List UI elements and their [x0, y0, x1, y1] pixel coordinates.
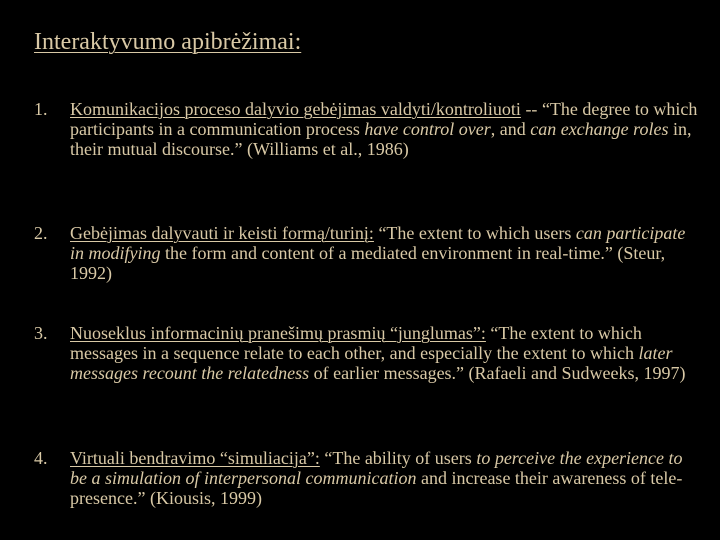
item-number: 2. — [34, 223, 48, 243]
item-emphasis: to perceive the experience to be a simulation of interpersonal communication — [70, 448, 683, 488]
item-number: 1. — [34, 99, 48, 119]
item-emphasis: can exchange roles — [530, 119, 669, 139]
item-text-part: the form and content of a mediated environment in real-time.” (Steur, 1992) — [70, 243, 666, 283]
item-number: 4. — [34, 448, 48, 468]
item-text-part: in, their mutual discourse.” (Williams et al., 1986) — [70, 119, 692, 159]
item-text-part: , and — [490, 119, 531, 139]
item-text-part: “The ability of users — [324, 448, 477, 468]
page-title: Interaktyvumo apibrėžimai: — [34, 29, 302, 55]
item-term: Komunikacijos proceso dalyvio gebėjimas valdyti/kontroliuoti — [70, 99, 521, 119]
item-text — [70, 323, 700, 383]
item-emphasis: later messages recount the relatedness — [70, 343, 673, 383]
item-text-part: of earlier messages.” (Rafaeli and Sudweeks, 1997) — [309, 363, 686, 383]
item-text — [70, 99, 700, 159]
item-text-part: “The extent to which users — [378, 223, 576, 243]
item-number: 3. — [34, 323, 48, 343]
item-term: Nuoseklus informacinių pranešimų prasmių “junglumas”: — [70, 323, 486, 343]
item-term: Gebėjimas dalyvauti ir keisti formą/turinį: — [70, 223, 374, 243]
item-term: Virtuali bendravimo “simuliacija”: — [70, 448, 320, 468]
item-text — [70, 448, 700, 508]
item-text-part: “The degree to which participants in a communication process — [70, 99, 698, 139]
item-text — [70, 223, 700, 283]
item-text-part: and increase their awareness of tele-presence.” (Kiousis, 1999) — [70, 468, 683, 508]
item-emphasis: can participate in modifying — [70, 223, 686, 263]
item-emphasis: have control over — [364, 119, 491, 139]
item-separator: -- — [520, 99, 542, 119]
item-text-part: “The extent to which messages in a sequence relate to each other, and especially the extent to which — [70, 323, 642, 363]
